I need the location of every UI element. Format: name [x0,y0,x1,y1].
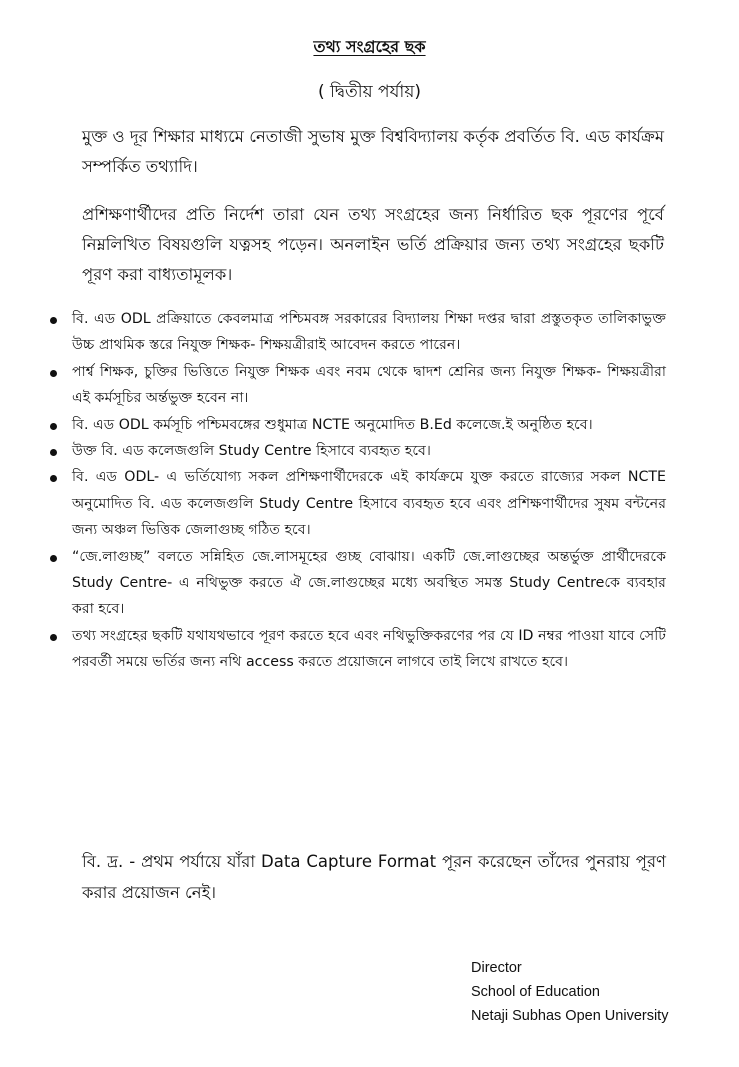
list-item-text: বি. এড ODL কর্মসূচি পশ্চিমবঙ্গের শুধুমাত্র NCTE অনুমোদিত B.Ed কলেজে.ই অনুষ্ঠিত হবে। [72,416,593,433]
list-item [50,306,666,359]
list-item [50,623,666,676]
bullet-dot-icon [50,423,57,430]
document-title-text: তথ্য সংগ্রহের ছক [313,37,426,56]
list-item [50,544,666,623]
intro-paragraph: মুক্ত ও দূর শিক্ষার মাধ্যমে নেতাজী সুভাষ মুক্ত বিশ্ববিদ্যালয় কর্তৃক প্রবর্তিত বি. এড কার্যক্রম সম্পর্কিত তথ্যাদি। [82,127,664,176]
list-item [50,438,666,464]
signature-designation: Director [471,960,522,976]
document-title [0,36,739,58]
bullet-dot-icon [50,449,57,456]
document-subtitle: ( দ্বিতীয় পর্যায়) [318,82,421,102]
list-item [50,412,666,438]
list-item [50,464,666,543]
bullet-dot-icon [50,317,57,324]
bullet-dot-icon [50,475,57,482]
list-item [50,359,666,412]
signature-department: School of Education [471,984,600,1000]
signature-block [471,956,668,1028]
list-item-text: বি. এড ODL প্রক্রিয়াতে কেবলমাত্র পশ্চিমবঙ্গ সরকারের বিদ্যালয় শিক্ষা দপ্তর দ্বারা প্রস্তুতকৃত তালিকাভুক্ত উচ্চ প্রাথমিক স্তরে নিযুক্ত শিক্ষক- শিক্ষয়ত্রীরাই আবেদন করতে পারেন। [72,311,666,354]
bullet-dot-icon [50,370,57,377]
signature-institution: Netaji Subhas Open University [471,1008,669,1024]
list-item-text: বি. এড ODL- এ ভর্তিযোগ্য সকল প্রশিক্ষণার্থীদেরকে এই কার্যক্রমে যুক্ত করতে রাজ্যের সকল NCTE অনুমোদিত বি. এড কলেজগুলি Study Centre হিসাবে ব্যবহৃত হবে এবং প্রশিক্ষণার্থীদের সুষম বন্টনের জন্য অঞ্চল ভিত্তিক জেলাগুচ্ছ গঠিত হবে। [72,469,666,539]
list-item-text: উক্ত বি. এড কলেজগুলি Study Centre হিসাবে ব্যবহৃত হবে। [72,443,431,460]
list-item-text: “জে.লাগুচ্ছ” বলতে সন্নিহিত জে.লাসমূহের গুচ্ছ বোঝায়। একটি জে.লাগুচ্ছের অন্তর্ভুক্ত প্রার্থীদেরকে Study Centre- এ নথিভুক্ত করতে ঐ জে.লাগুচ্ছের মধ্যে অবস্থিত সমস্ত Study Centreকে ব্যবহার করা হবে। [72,548,666,618]
instruction-list [50,306,666,676]
instructions-paragraph: প্রশিক্ষণার্থীদের প্রতি নির্দেশ তারা যেন তথ্য সংগ্রহের জন্য নির্ধারিত ছক পূরণের পূর্বে নিম্নলিখিত বিষয়গুলি যত্নসহ পড়েন। অনলাইন ভর্তি প্রক্রিয়ার জন্য তথ্য সংগ্রহের ছকটি পূরণ করা বাধ্যতামূলক। [82,205,664,284]
list-item-text: পার্শ্ব শিক্ষক, চুক্তির ভিত্তিতে নিযুক্ত শিক্ষক এবং নবম থেকে দ্বাদশ শ্রেনির জন্য নিযুক্ত শিক্ষক- শিক্ষয়ত্রীরা এই কর্মসূচির অর্ন্তভুক্ত হবেন না। [72,363,666,407]
note-paragraph: বি. দ্র. - প্রথম পর্যায়ে যাঁরা Data Capture Format পূরন করেছেন তাঁদের পুনরায় পূরণ করার প্রয়োজন নেই। [82,852,666,902]
bullet-dot-icon [50,555,57,562]
bullet-dot-icon [50,634,57,641]
list-item-text: তথ্য সংগ্রহের ছকটি যথাযথভাবে পূরণ করতে হবে এবং নথিভুক্তিকরণের পর যে ID নম্বর পাওয়া যাবে সেটি পরবর্তী সময়ে ভর্তির জন্য নথি access করতে প্রয়োজনে লাগবে তাই লিখে রাখতে হবে। [72,627,666,671]
